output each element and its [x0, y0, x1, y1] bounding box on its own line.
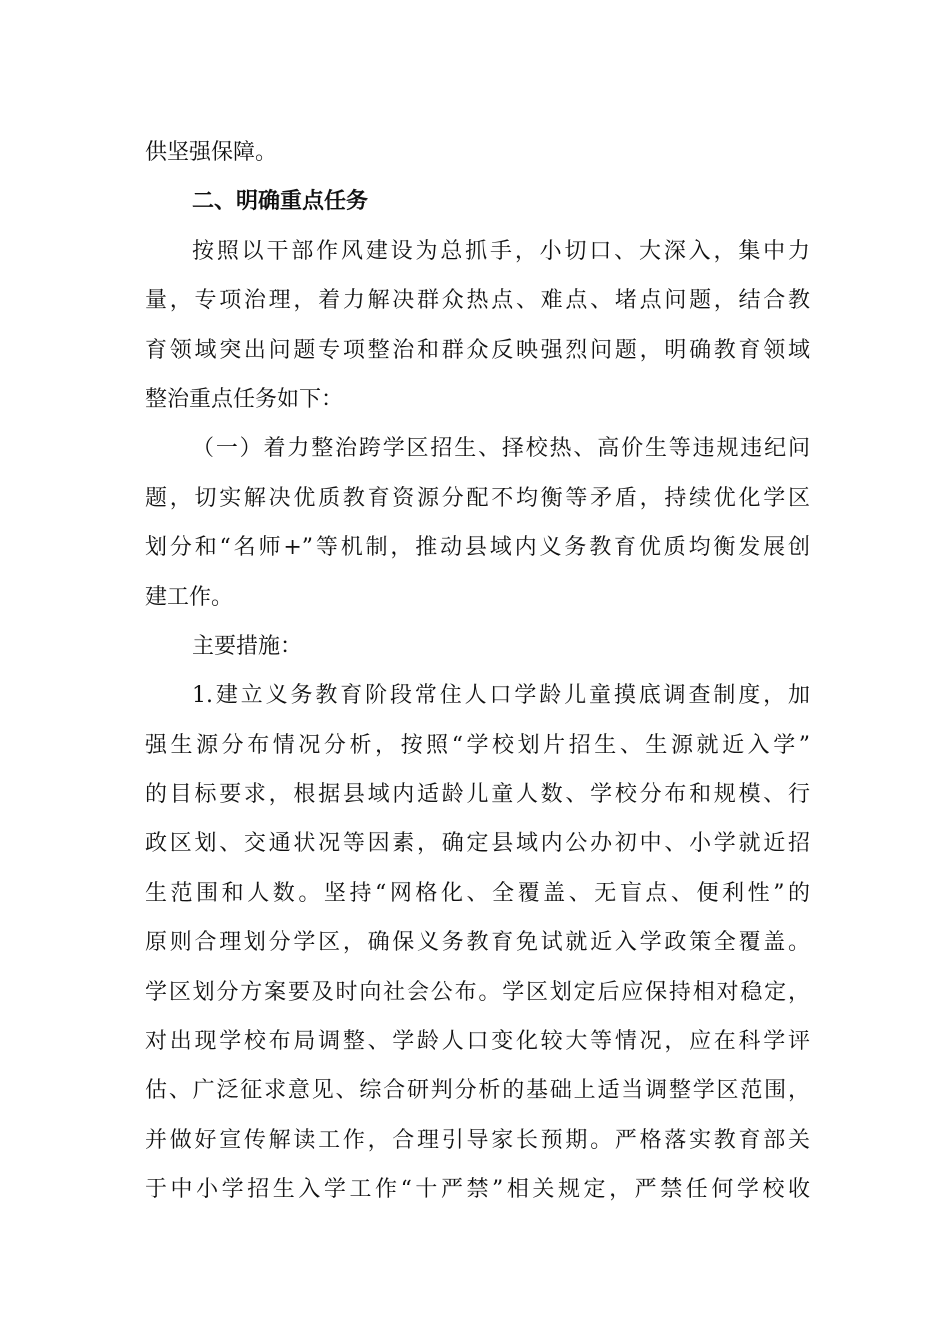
- paragraph-line: 划分和“名师+”等机制，推动县域内义务教育优质均衡发展创: [145, 535, 810, 561]
- paragraph-line: 估、广泛征求意见、综合研判分析的基础上适当调整学区范围，: [145, 1078, 810, 1104]
- paragraph-line: 量，专项治理，着力解决群众热点、难点、堵点问题，结合教: [145, 288, 810, 314]
- paragraph-line: 政区划、交通状况等因素，确定县域内公办初中、小学就近招: [145, 831, 810, 857]
- subheading-line: 主要措施：: [192, 633, 303, 659]
- paragraph-line: 原则合理划分学区，确保义务教育免试就近入学政策全覆盖。: [145, 930, 810, 956]
- paragraph-line: 1.建立义务教育阶段常住人口学龄儿童摸底调查制度，加: [192, 683, 810, 709]
- paragraph-line: 对出现学校布局调整、学龄人口变化较大等情况，应在科学评: [145, 1029, 810, 1055]
- paragraph-line: 建工作。: [145, 584, 234, 610]
- paragraph-line: （一）着力整治跨学区招生、择校热、高价生等违规违纪问: [192, 436, 810, 462]
- document-page: [145, 128, 810, 1215]
- paragraph-line: 整治重点任务如下：: [145, 386, 344, 412]
- paragraph-line: 按照以干部作风建设为总抓手，小切口、大深入，集中力: [192, 238, 810, 264]
- section-heading: 二、明确重点任务: [192, 188, 369, 215]
- paragraph-line: 生范围和人数。坚持“网格化、全覆盖、无盲点、便利性”的: [145, 880, 810, 906]
- paragraph-line: 并做好宣传解读工作，合理引导家长预期。严格落实教育部关: [145, 1127, 810, 1153]
- paragraph-line: 强生源分布情况分析，按照“学校划片招生、生源就近入学”: [145, 732, 810, 758]
- paragraph-line: 题，切实解决优质教育资源分配不均衡等矛盾，持续优化学区: [145, 485, 810, 511]
- paragraph-line: 供坚强保障。: [145, 140, 278, 165]
- paragraph-line: 于中小学招生入学工作“十严禁”相关规定，严禁任何学校收: [145, 1177, 810, 1203]
- paragraph-line: 育领域突出问题专项整治和群众反映强烈问题，明确教育领域: [145, 337, 810, 363]
- paragraph-line: 的目标要求，根据县域内适龄儿童人数、学校分布和规模、行: [145, 782, 810, 808]
- paragraph-line: 学区划分方案要及时向社会公布。学区划定后应保持相对稳定，: [145, 979, 810, 1005]
